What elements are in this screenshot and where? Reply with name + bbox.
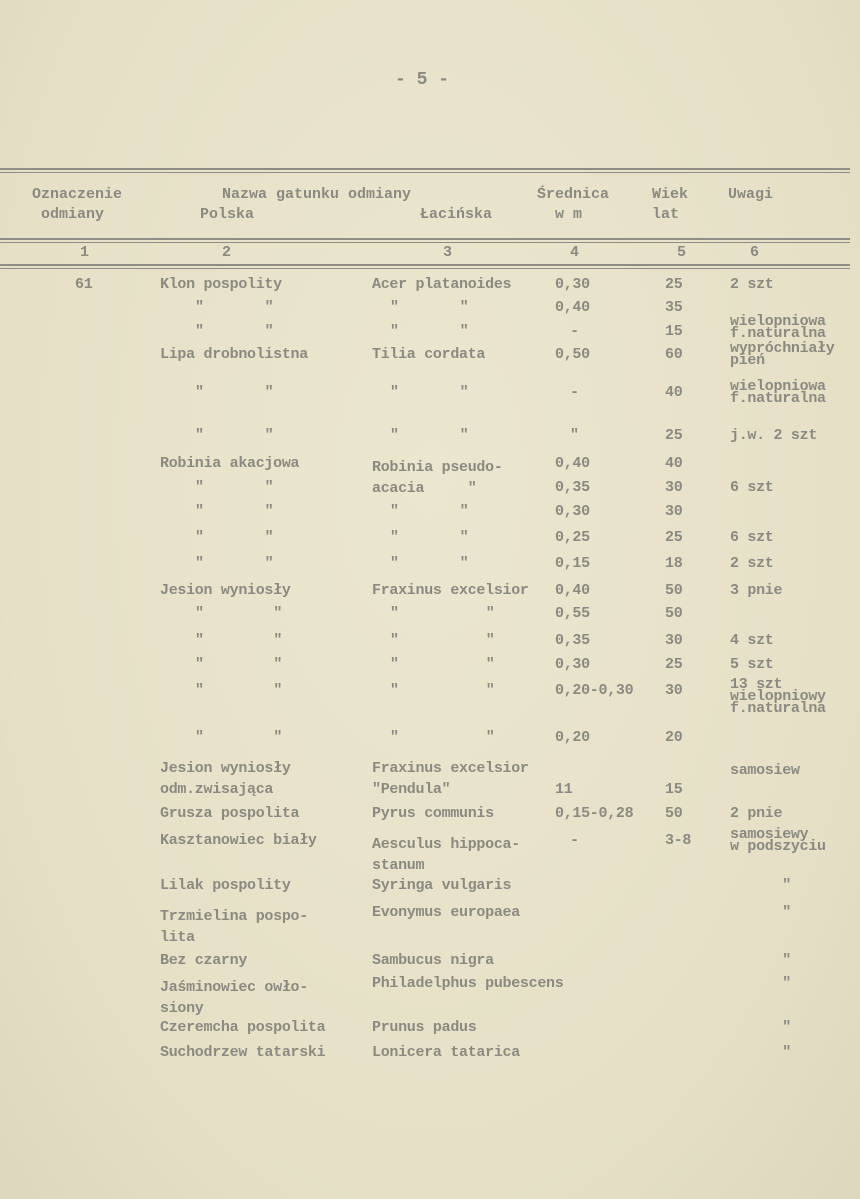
cell-age: 15 (665, 781, 683, 798)
cell-polish-name: " " (195, 555, 274, 572)
cell-diameter: 0,55 (555, 605, 590, 622)
cell-latin-name: " " (390, 384, 469, 401)
cell-latin-name: " " (390, 555, 469, 572)
header-age: Wiek lat (652, 186, 689, 223)
cell-diameter: 0,15-0,28 (555, 805, 634, 822)
cell-remarks: " (730, 1044, 791, 1061)
cell-latin-name: Evonymus europaea (372, 904, 520, 921)
cell-latin-name: Tilia cordata (372, 346, 486, 363)
cell-remarks: " (730, 975, 791, 992)
cell-latin-name: " " (390, 632, 495, 649)
cell-age: 30 (665, 632, 683, 649)
cell-diameter: - (570, 323, 579, 340)
header-species-name: Nazwa gatunku odmiany (222, 186, 412, 203)
cell-diameter: 0,35 (555, 479, 590, 496)
cell-diameter: " (570, 427, 579, 444)
cell-polish-name: Bez czarny (160, 952, 248, 969)
cell-remarks: 2 szt (730, 555, 774, 572)
cell-age: 3-8 (665, 832, 692, 849)
cell-diameter: - (570, 832, 579, 849)
cell-latin-name: Fraxinus excelsior "Pendula" (372, 760, 529, 798)
column-number: 2 (222, 244, 232, 261)
cell-latin-name: Aesculus hippoca- stanum (372, 836, 520, 874)
cell-polish-name: " " (195, 427, 274, 444)
cell-polish-name: Grusza pospolita (160, 805, 300, 822)
cell-remarks: " (730, 904, 791, 921)
cell-latin-name: Syringa vulgaris (372, 877, 512, 894)
cell-polish-name: Lilak pospolity (160, 877, 291, 894)
cell-latin-name: Prunus padus (372, 1019, 477, 1036)
cell-remarks: samosiewy w podszyciu (730, 826, 826, 855)
cell-age: 35 (665, 299, 683, 316)
cell-latin-name: Sambucus nigra (372, 952, 494, 969)
table-top-rule (0, 168, 850, 170)
cell-age: 15 (665, 323, 683, 340)
header-remarks: Uwagi (728, 186, 774, 203)
cell-designation: 61 (75, 276, 93, 293)
cell-latin-name: " " (390, 729, 495, 746)
cell-age: 30 (665, 503, 683, 520)
cell-latin-name: Pyrus communis (372, 805, 494, 822)
cell-age: 18 (665, 555, 683, 572)
cell-remarks: 2 pnie (730, 805, 783, 822)
cell-latin-name: " " (390, 503, 469, 520)
cell-remarks: 6 szt (730, 529, 774, 546)
column-number: 5 (677, 244, 687, 261)
cell-remarks: samosiew (730, 762, 800, 779)
cell-polish-name: " " (195, 323, 274, 340)
cell-diameter: 0,20 (555, 729, 590, 746)
cell-age: 40 (665, 455, 683, 472)
cell-latin-name: " " (390, 299, 469, 316)
cell-diameter: 0,40 (555, 582, 590, 599)
cell-diameter: 0,35 (555, 632, 590, 649)
cell-latin-name: " " (390, 656, 495, 673)
header-rule (0, 238, 850, 240)
cell-polish-name: Klon pospolity (160, 276, 282, 293)
cell-polish-name: " " (195, 682, 283, 699)
cell-polish-name: Jaśminowiec owło- siony (160, 979, 308, 1017)
cell-latin-name: " " (390, 682, 495, 699)
cell-diameter: 0,50 (555, 346, 590, 363)
cell-age: 60 (665, 346, 683, 363)
cell-polish-name: Jesion wyniosły odm.zwisająca (160, 760, 291, 798)
cell-diameter: - (570, 384, 579, 401)
cell-remarks: 2 szt (730, 276, 774, 293)
cell-diameter: 0,15 (555, 555, 590, 572)
cell-age: 50 (665, 582, 683, 599)
cell-polish-name: Robinia akacjowa (160, 455, 300, 472)
header-polish: Polska (200, 206, 255, 223)
cell-polish-name: " " (195, 384, 274, 401)
cell-diameter: 0,20-0,30 (555, 682, 634, 699)
table-top-rule-2 (0, 172, 850, 173)
cell-polish-name: Jesion wyniosły (160, 582, 291, 599)
page-number: - 5 - (395, 70, 450, 90)
cell-remarks: " (730, 952, 791, 969)
column-number: 6 (750, 244, 760, 261)
cell-diameter: 0,30 (555, 656, 590, 673)
cell-remarks: wielopniowa f.naturalna (730, 313, 826, 342)
cell-latin-name: " " (390, 605, 495, 622)
cell-polish-name: Kasztanowiec biały (160, 832, 317, 849)
cell-diameter: 0,30 (555, 503, 590, 520)
header-latin: Łacińska (420, 206, 493, 223)
cell-age: 30 (665, 479, 683, 496)
cell-polish-name: Trzmielina pospo- lita (160, 908, 308, 946)
cell-polish-name: " " (195, 503, 274, 520)
cell-polish-name: Lipa drobnolistna (160, 346, 308, 363)
cell-latin-name: Acer platanoides (372, 276, 512, 293)
cell-latin-name: Robinia pseudo- acacia " (372, 459, 503, 497)
numbers-rule-2 (0, 268, 850, 269)
cell-remarks: 13 szt wielopniowy f.naturalna (730, 676, 826, 717)
column-number: 3 (443, 244, 453, 261)
cell-remarks: 4 szt (730, 632, 774, 649)
cell-age: 25 (665, 276, 683, 293)
cell-polish-name: " " (195, 299, 274, 316)
cell-remarks: 5 szt (730, 656, 774, 673)
cell-polish-name: " " (195, 656, 283, 673)
cell-remarks: " (730, 877, 791, 894)
cell-polish-name: " " (195, 605, 283, 622)
column-number: 4 (570, 244, 580, 261)
cell-diameter: 11 (555, 781, 573, 798)
cell-remarks: j.w. 2 szt (730, 427, 818, 444)
cell-latin-name: " " (390, 323, 469, 340)
cell-polish-name: " " (195, 632, 283, 649)
cell-remarks: 6 szt (730, 479, 774, 496)
cell-age: 25 (665, 427, 683, 444)
column-number: 1 (80, 244, 90, 261)
cell-age: 50 (665, 805, 683, 822)
cell-latin-name: Philadelphus pubescens (372, 975, 564, 992)
cell-polish-name: " " (195, 479, 274, 496)
header-rule-2 (0, 242, 850, 243)
cell-age: 40 (665, 384, 683, 401)
cell-remarks: wielopniowa f.naturalna (730, 378, 826, 407)
cell-diameter: 0,40 (555, 455, 590, 472)
cell-remarks: wypróchniały pień (730, 340, 835, 369)
cell-diameter: 0,25 (555, 529, 590, 546)
cell-latin-name: Fraxinus excelsior (372, 582, 529, 599)
cell-polish-name: Suchodrzew tatarski (160, 1044, 326, 1061)
cell-age: 30 (665, 682, 683, 699)
cell-latin-name: " " (390, 529, 469, 546)
numbers-rule (0, 264, 850, 266)
cell-age: 25 (665, 656, 683, 673)
cell-polish-name: " " (195, 729, 283, 746)
cell-diameter: 0,30 (555, 276, 590, 293)
cell-diameter: 0,40 (555, 299, 590, 316)
header-designation: Oznaczenie odmiany (32, 186, 123, 223)
cell-age: 25 (665, 529, 683, 546)
cell-age: 20 (665, 729, 683, 746)
cell-polish-name: " " (195, 529, 274, 546)
cell-polish-name: Czeremcha pospolita (160, 1019, 326, 1036)
cell-latin-name: Lonicera tatarica (372, 1044, 520, 1061)
header-diameter: Średnica w m (537, 186, 610, 223)
cell-age: 50 (665, 605, 683, 622)
cell-remarks: 3 pnie (730, 582, 783, 599)
cell-latin-name: " " (390, 427, 469, 444)
cell-remarks: " (730, 1019, 791, 1036)
